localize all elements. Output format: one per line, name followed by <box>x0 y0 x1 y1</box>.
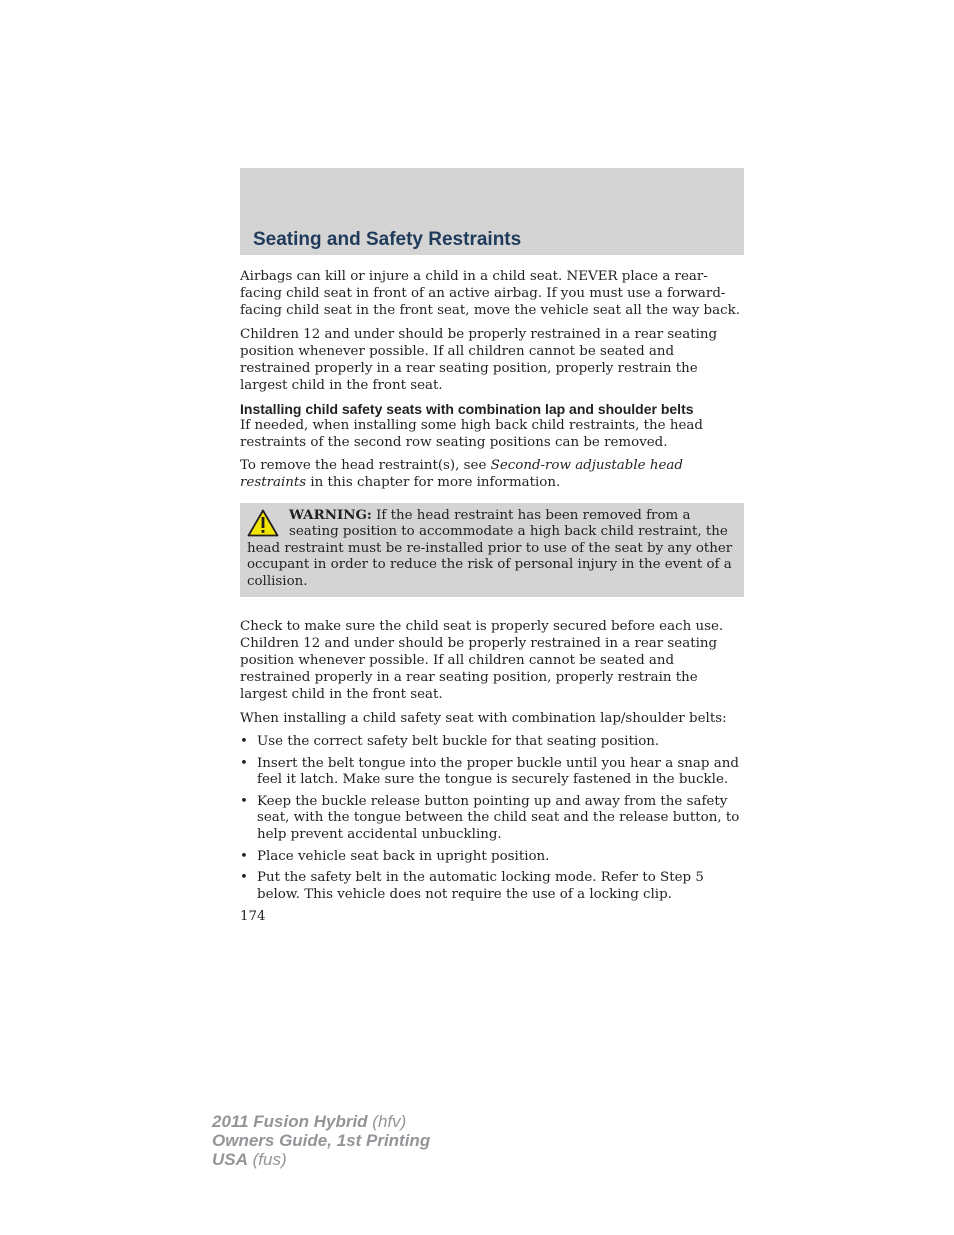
page-number: 174 <box>240 909 266 925</box>
footer-line-market <box>212 1150 430 1169</box>
footer-line-printing: Owners Guide, 1st Printing <box>212 1131 431 1150</box>
bullet-glyph: • <box>240 755 248 771</box>
remove-text-before: To remove the head restraint(s), see <box>240 458 491 473</box>
paragraph-head-restraints: If needed, when installing some high back child restraints, the head restraints of the second row seating positions can be removed. <box>240 418 703 450</box>
bullet-glyph: • <box>240 793 248 809</box>
warning-triangle-icon <box>247 509 279 537</box>
installation-steps-list <box>240 734 740 903</box>
list-item <box>240 734 740 751</box>
remove-text-after: in this chapter for more information. <box>306 475 561 490</box>
page-content <box>240 268 740 925</box>
paragraph-children-restraint: Children 12 and under should be properly restrained in a rear seating position whenever possible. If all children cannot be seated and restrained properly in a rear seating position, properly restrain the largest child in the front seat. <box>240 327 718 393</box>
list-item <box>240 756 740 789</box>
footer-model-name: 2011 Fusion Hybrid <box>212 1112 368 1131</box>
footer-line-model <box>212 1112 430 1131</box>
list-item-text: Keep the buckle release button pointing up and away from the safety seat, with the tongue between the child seat and the release button, to help prevent accidental unbuckling. <box>257 793 740 842</box>
list-item-text: Place vehicle seat back in upright position. <box>257 848 550 864</box>
subheading-installing-seats: Installing child safety seats with combination lap and shoulder belts <box>240 401 694 417</box>
section-header-band <box>240 168 744 255</box>
warning-text: If the head restraint has been removed from a seating position to accommodate a high back child restraint, the head restraint must be re-installed prior to use of the seat by any other occupant in order to reduce the risk of personal injury in the event of a collision. <box>247 508 733 589</box>
footer-market-name: USA <box>212 1150 248 1169</box>
cross-reference-link[interactable]: Second-row adjustable head restraints <box>240 458 683 490</box>
bullet-glyph: • <box>240 848 248 864</box>
paragraph-remove-head-restraint <box>240 457 740 491</box>
list-item-text: Insert the belt tongue into the proper buckle until you hear a snap and feel it latch. Make sure the tongue is securely fastened in the buckle. <box>257 755 739 788</box>
warning-box <box>240 503 744 597</box>
warning-label: WARNING: <box>289 507 372 523</box>
list-item <box>240 849 740 866</box>
paragraph-check-secured: Check to make sure the child seat is properly secured before each use. Children 12 and under should be properly restrained in a rear seating position whenever possible. If all children cannot be seated and restrained properly in a rear seating position, properly restrain the largest child in the front seat. <box>240 619 724 703</box>
footer-market-code: (fus) <box>247 1150 287 1169</box>
section-title: Seating and Safety Restraints <box>253 229 522 250</box>
bullet-glyph: • <box>240 870 248 886</box>
list-item-text: Put the safety belt in the automatic locking mode. Refer to Step 5 below. This vehicle does not require the use of a locking clip. <box>257 870 704 902</box>
list-item <box>240 794 740 844</box>
footer-print-info <box>212 1112 430 1169</box>
list-item <box>240 870 740 903</box>
list-item-text: Use the correct safety belt buckle for that seating position. <box>257 734 660 750</box>
bullet-glyph: • <box>240 734 248 750</box>
footer-model-code: (hfv) <box>367 1112 407 1131</box>
paragraph-airbags: Airbags can kill or injure a child in a child seat. NEVER place a rear-facing child seat in front of an active airbag. If you must use a forward-facing child seat in the front seat, move the vehicle seat all the way back. <box>240 269 740 318</box>
paragraph-when-installing: When installing a child safety seat with combination lap/shoulder belts: <box>240 711 727 727</box>
